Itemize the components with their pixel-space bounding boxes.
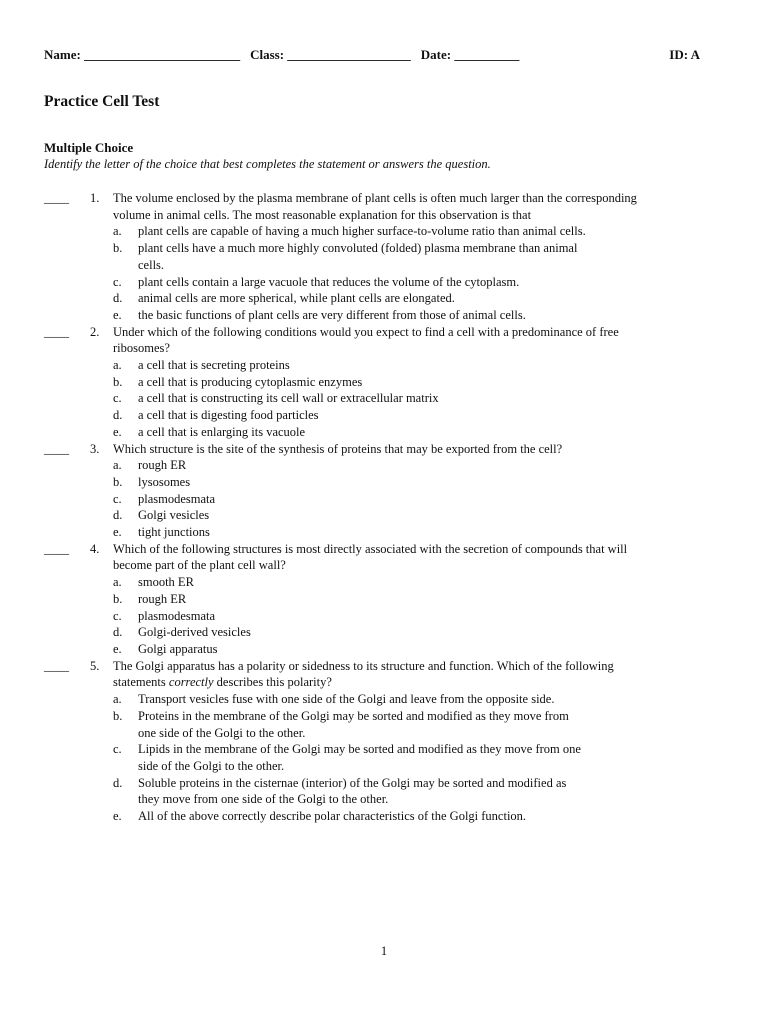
choice-letter: d.: [113, 625, 123, 640]
choice-text: Soluble proteins in the cisternae (interior) of the Golgi may be sorted and modified as: [138, 775, 567, 790]
choice-c: [113, 274, 704, 291]
answer-blank: ____: [44, 191, 69, 205]
choice-text: plant cells have a much more highly convoluted (folded) plasma membrane than animal: [138, 241, 578, 256]
page-title: Practice Cell Test: [44, 93, 160, 110]
choice-letter: d.: [113, 775, 123, 790]
choice-text: Lipids in the membrane of the Golgi may be sorted and modified as they move from one: [138, 742, 581, 757]
answer-blank: ____: [44, 658, 69, 673]
question-stem-line: volume in animal cells. The most reasonable explanation for this observation is that: [113, 207, 532, 222]
question-3: [44, 441, 704, 541]
question-stem-line: ribosomes?: [113, 341, 170, 356]
name-field: Name: ________________________: [44, 47, 241, 62]
choice-text: one side of the Golgi to the other.: [138, 725, 306, 740]
choice-d: [113, 290, 704, 307]
choice-text: plant cells contain a large vacuole that reduces the volume of the cytoplasm.: [138, 274, 520, 289]
choice-letter: b.: [113, 591, 123, 606]
answer-blank: ____: [44, 541, 69, 556]
choice-d: [113, 507, 704, 524]
choice-text: a cell that is digesting food particles: [138, 408, 319, 423]
choice-text: a cell that is constructing its cell wall or extracellular matrix: [138, 391, 439, 406]
question-number: 3.: [90, 441, 100, 456]
choice-text: tight junctions: [138, 525, 210, 540]
choice-b: [113, 474, 704, 491]
choice-text: animal cells are more spherical, while plant cells are elongated.: [138, 291, 455, 306]
question-stem-line: become part of the plant cell wall?: [113, 558, 286, 573]
choice-letter: a.: [113, 692, 122, 707]
choice-c: [113, 741, 704, 774]
choice-letter: a.: [113, 358, 122, 373]
choice-d: [113, 775, 704, 808]
choice-b: [113, 240, 704, 273]
section-heading: Multiple Choice: [44, 140, 134, 155]
choice-letter: d.: [113, 408, 123, 423]
class-field: Class: ___________________: [250, 47, 411, 62]
choice-letter: a.: [113, 224, 122, 239]
choice-letter: a.: [113, 575, 122, 590]
choice-a: [113, 691, 704, 708]
choice-letter: b.: [113, 241, 123, 256]
date-field: Date: __________: [420, 47, 520, 62]
choice-b: [113, 591, 704, 608]
choice-text: plant cells are capable of having a much higher surface-to-volume ratio than animal cells.: [138, 224, 586, 239]
choice-letter: c.: [113, 742, 122, 757]
question-number: 2.: [90, 324, 100, 339]
answer-blank: ____: [44, 324, 69, 339]
page-number: 1: [380, 944, 388, 958]
choice-e: [113, 524, 704, 541]
question-stem-line: Which structure is the site of the synthesis of proteins that may be exported from the cell?: [113, 441, 563, 456]
choice-letter: c.: [113, 491, 122, 506]
choice-letter: d.: [113, 291, 123, 306]
choice-text: a cell that is secreting proteins: [138, 358, 290, 373]
stem-emphasis: correctly: [168, 675, 214, 690]
choice-letter: e.: [113, 641, 122, 656]
question-number: 5.: [90, 658, 100, 673]
question-stem-line: The Golgi apparatus has a polarity or sidedness to its structure and function. Which of the following: [113, 658, 614, 673]
question-number: 4.: [90, 541, 100, 556]
choice-text: the basic functions of plant cells are very different from those of animal cells.: [138, 307, 526, 322]
choice-d: [113, 624, 704, 641]
choice-text: cells.: [138, 257, 165, 272]
choice-d: [113, 407, 704, 424]
question-4: [44, 541, 704, 658]
question-stem-line: Under which of the following conditions would you expect to find a cell with a predominance of free: [113, 324, 619, 339]
choice-text: lysosomes: [138, 474, 191, 489]
question-2: [44, 324, 704, 441]
id-field: ID: A: [669, 47, 700, 62]
choice-b: [113, 708, 704, 741]
choice-letter: b.: [113, 474, 123, 489]
choice-letter: c.: [113, 274, 122, 289]
choice-e: [113, 307, 704, 324]
choice-b: [113, 374, 704, 391]
choice-text: plasmodesmata: [138, 491, 216, 506]
choice-a: [113, 223, 704, 240]
choice-letter: c.: [113, 608, 122, 623]
choice-text: smooth ER: [138, 575, 194, 590]
choice-e: [113, 808, 704, 825]
choice-e: [113, 424, 704, 441]
choice-text: a cell that is enlarging its vacuole: [138, 424, 306, 439]
section-instructions: Identify the letter of the choice that best completes the statement or answers the question.: [44, 157, 491, 171]
choice-letter: a.: [113, 458, 122, 473]
choice-a: [113, 574, 704, 591]
choice-text: Golgi apparatus: [138, 641, 218, 656]
choice-e: [113, 641, 704, 658]
page-header: [44, 47, 700, 63]
choice-c: [113, 608, 704, 625]
choice-a: [113, 457, 704, 474]
choice-text: rough ER: [138, 591, 187, 606]
choice-letter: b.: [113, 374, 123, 389]
answer-blank: ____: [44, 441, 69, 456]
choice-c: [113, 390, 704, 407]
question-list: [44, 190, 704, 825]
choice-text: Golgi vesicles: [138, 508, 210, 523]
choice-letter: e.: [113, 424, 122, 439]
choice-text: rough ER: [138, 458, 187, 473]
choice-letter: e.: [113, 525, 122, 540]
choice-text: Golgi-derived vesicles: [138, 625, 251, 640]
choice-text: Transport vesicles fuse with one side of the Golgi and leave from the opposite side.: [138, 692, 555, 707]
question-stem-line: [113, 674, 704, 691]
choice-text: side of the Golgi to the other.: [138, 758, 285, 773]
question-1: [44, 190, 704, 324]
question-number: 1.: [90, 191, 100, 205]
choice-text: Proteins in the membrane of the Golgi may be sorted and modified as they move from: [138, 708, 569, 723]
choice-text: a cell that is producing cytoplasmic enzymes: [138, 374, 363, 389]
question-stem-line: Which of the following structures is most directly associated with the secretion of compounds that will: [113, 541, 628, 556]
question-5: [44, 658, 704, 825]
choice-letter: b.: [113, 708, 123, 723]
choice-letter: e.: [113, 307, 122, 322]
stem-text: describes this polarity?: [213, 675, 332, 690]
choice-text: All of the above correctly describe polar characteristics of the Golgi function.: [138, 809, 527, 824]
choice-c: [113, 491, 704, 508]
choice-text: they move from one side of the Golgi to the other.: [138, 792, 389, 807]
choice-letter: d.: [113, 508, 123, 523]
choice-letter: c.: [113, 391, 122, 406]
choice-text: plasmodesmata: [138, 608, 216, 623]
choice-a: [113, 357, 704, 374]
question-stem-line: The volume enclosed by the plasma membrane of plant cells is often much larger than the corresponding: [113, 191, 637, 205]
stem-text: statements: [113, 675, 169, 690]
choice-letter: e.: [113, 809, 122, 824]
